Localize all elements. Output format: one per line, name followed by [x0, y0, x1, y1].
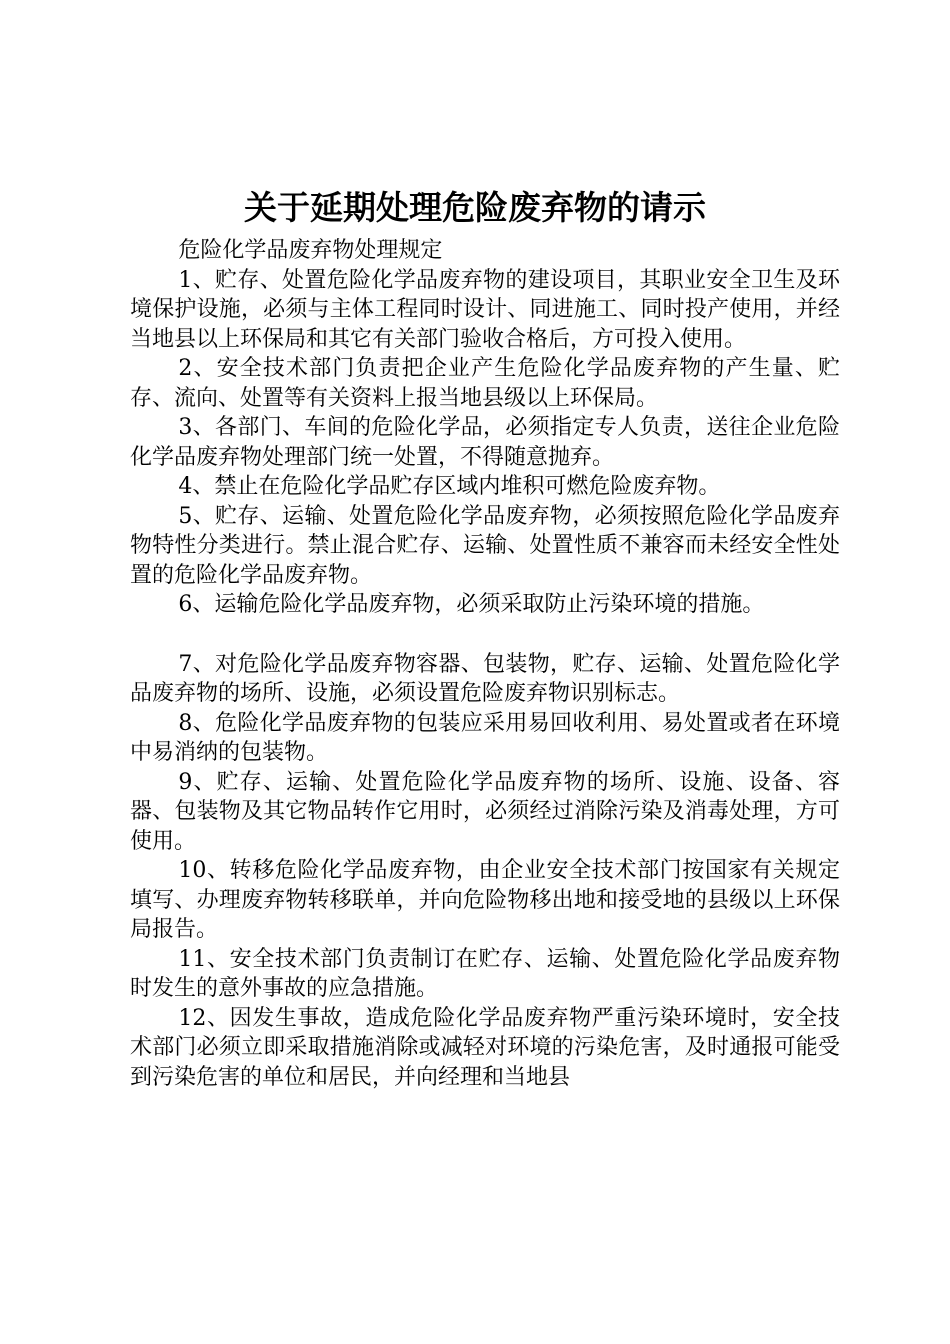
- paragraph-11: 11、安全技术部门负责制订在贮存、运输、处置危险化学品废弃物时发生的意外事故的应急措施。: [130, 946, 840, 1001]
- paragraph-12: 12、因发生事故，造成危险化学品废弃物严重污染环境时，安全技术部门必须立即采取措施消除或减轻对环境的污染危害，及时通报可能受到污染危害的单位和居民，并向经理和当地县: [130, 1005, 840, 1090]
- paragraph-6: 6、运输危险化学品废弃物，必须采取防止污染环境的措施。: [178, 592, 765, 617]
- paragraph-8: 8、危险化学品废弃物的包装应采用易回收利用、易处置或者在环境中易消纳的包装物。: [130, 710, 840, 765]
- paragraph-2: 2、安全技术部门负责把企业产生危险化学品废弃物的产生量、贮存、流向、处置等有关资料上报当地县级以上环保局。: [130, 356, 840, 411]
- paragraph-7: 7、对危险化学品废弃物容器、包装物，贮存、运输、处置危险化学品废弃物的场所、设施，必须设置危险废弃物识别标志。: [130, 651, 840, 706]
- paragraph-1: 1、贮存、处置危险化学品废弃物的建设项目，其职业安全卫生及环境保护设施，必须与主体工程同时设计、同进施工、同时投产使用，并经当地县以上环保局和其它有关部门验收合格后，方可投入使用。: [130, 267, 840, 352]
- paragraph-9: 9、贮存、运输、处置危险化学品废弃物的场所、设施、设备、容器、包装物及其它物品转作它用时，必须经过消除污染及消毒处理，方可使用。: [130, 769, 840, 854]
- section-heading: 危险化学品废弃物处理规定: [178, 238, 443, 263]
- blank-line: [130, 620, 840, 650]
- paragraph-4: 4、禁止在危险化学品贮存区域内堆积可燃危险废弃物。: [178, 474, 721, 499]
- paragraph-5: 5、贮存、运输、处置危险化学品废弃物，必须按照危险化学品废弃物特性分类进行。禁止混合贮存、运输、处置性质不兼容而未经安全性处置的危险化学品废弃物。: [130, 503, 840, 588]
- document-title: 关于延期处理危险废弃物的请示: [244, 188, 706, 227]
- paragraph-3: 3、各部门、车间的危险化学品，必须指定专人负责，送往企业危险化学品废弃物处理部门统一处置，不得随意抛弃。: [130, 415, 840, 470]
- paragraph-10: 10、转移危险化学品废弃物，由企业安全技术部门按国家有关规定填写、办理废弃物转移联单，并向危险物移出地和接受地的县级以上环保局报告。: [130, 858, 840, 942]
- document-body: [130, 236, 840, 1092]
